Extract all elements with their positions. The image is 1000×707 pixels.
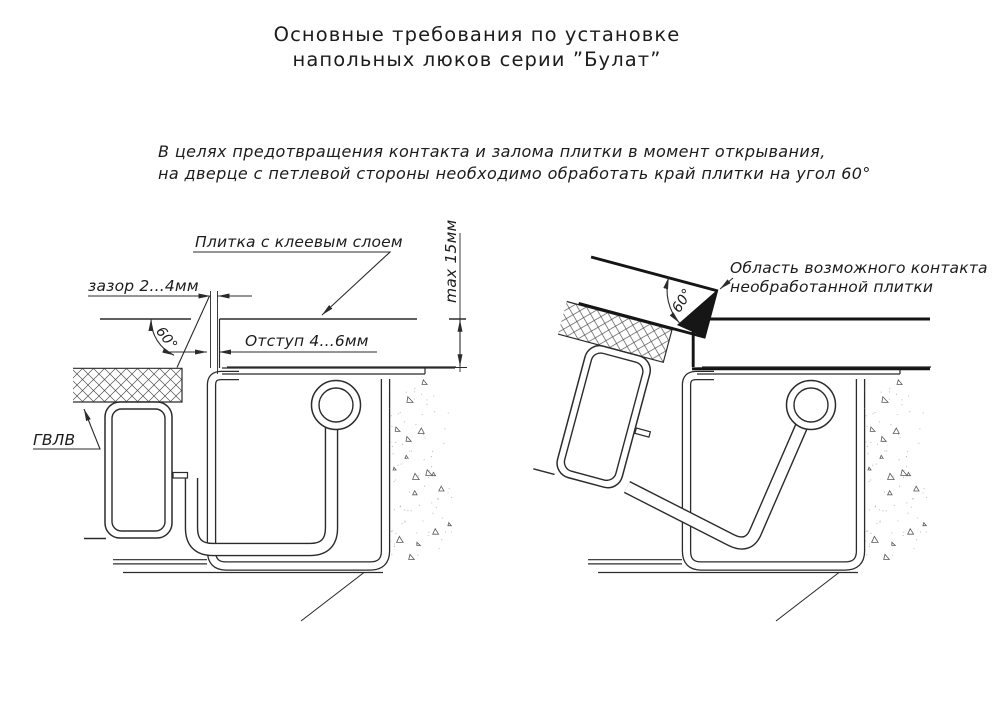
- diagram-opening-hatch: [523, 254, 988, 621]
- fixed-tile-emphasis: [692, 319, 930, 369]
- tile-adhesive-label: Плитка с клеевым слоем: [195, 233, 403, 251]
- diagram-closed-hatch: [33, 219, 467, 621]
- tile-bevel-line: [177, 296, 210, 368]
- gvl-hatched-layer: [73, 368, 182, 402]
- note-line1: В целях предотвращения контакта и залома плитки в момент открывания,: [158, 142, 826, 161]
- gap-dimension-label: зазор 2...4мм: [88, 277, 199, 295]
- note-line2: на дверце с петлевой стороны необходимо обработать край плитки на угол 60°: [158, 164, 871, 183]
- door-tube-profile-open: [554, 342, 654, 491]
- offset-dimension-label: Отступ 4...6мм: [245, 332, 369, 350]
- contact-area-label-line1: Область возможного контакта: [730, 259, 988, 277]
- door-tube-profile: [105, 402, 172, 538]
- annotations-closed: [33, 219, 467, 449]
- gvl-label: ГВЛВ: [33, 431, 76, 449]
- arm-attachment-lip: [173, 473, 188, 479]
- contact-area-label-line2: необработанной плитки: [730, 278, 934, 296]
- bevel-angle-label: 60°: [152, 323, 181, 354]
- page-title-line1: Основные требования по установке: [273, 23, 681, 46]
- page-title-line2: напольных люков серии ”Булат”: [292, 48, 662, 71]
- max-height-label: max 15мм: [442, 219, 460, 303]
- contact-angle-label: 60°: [669, 286, 696, 316]
